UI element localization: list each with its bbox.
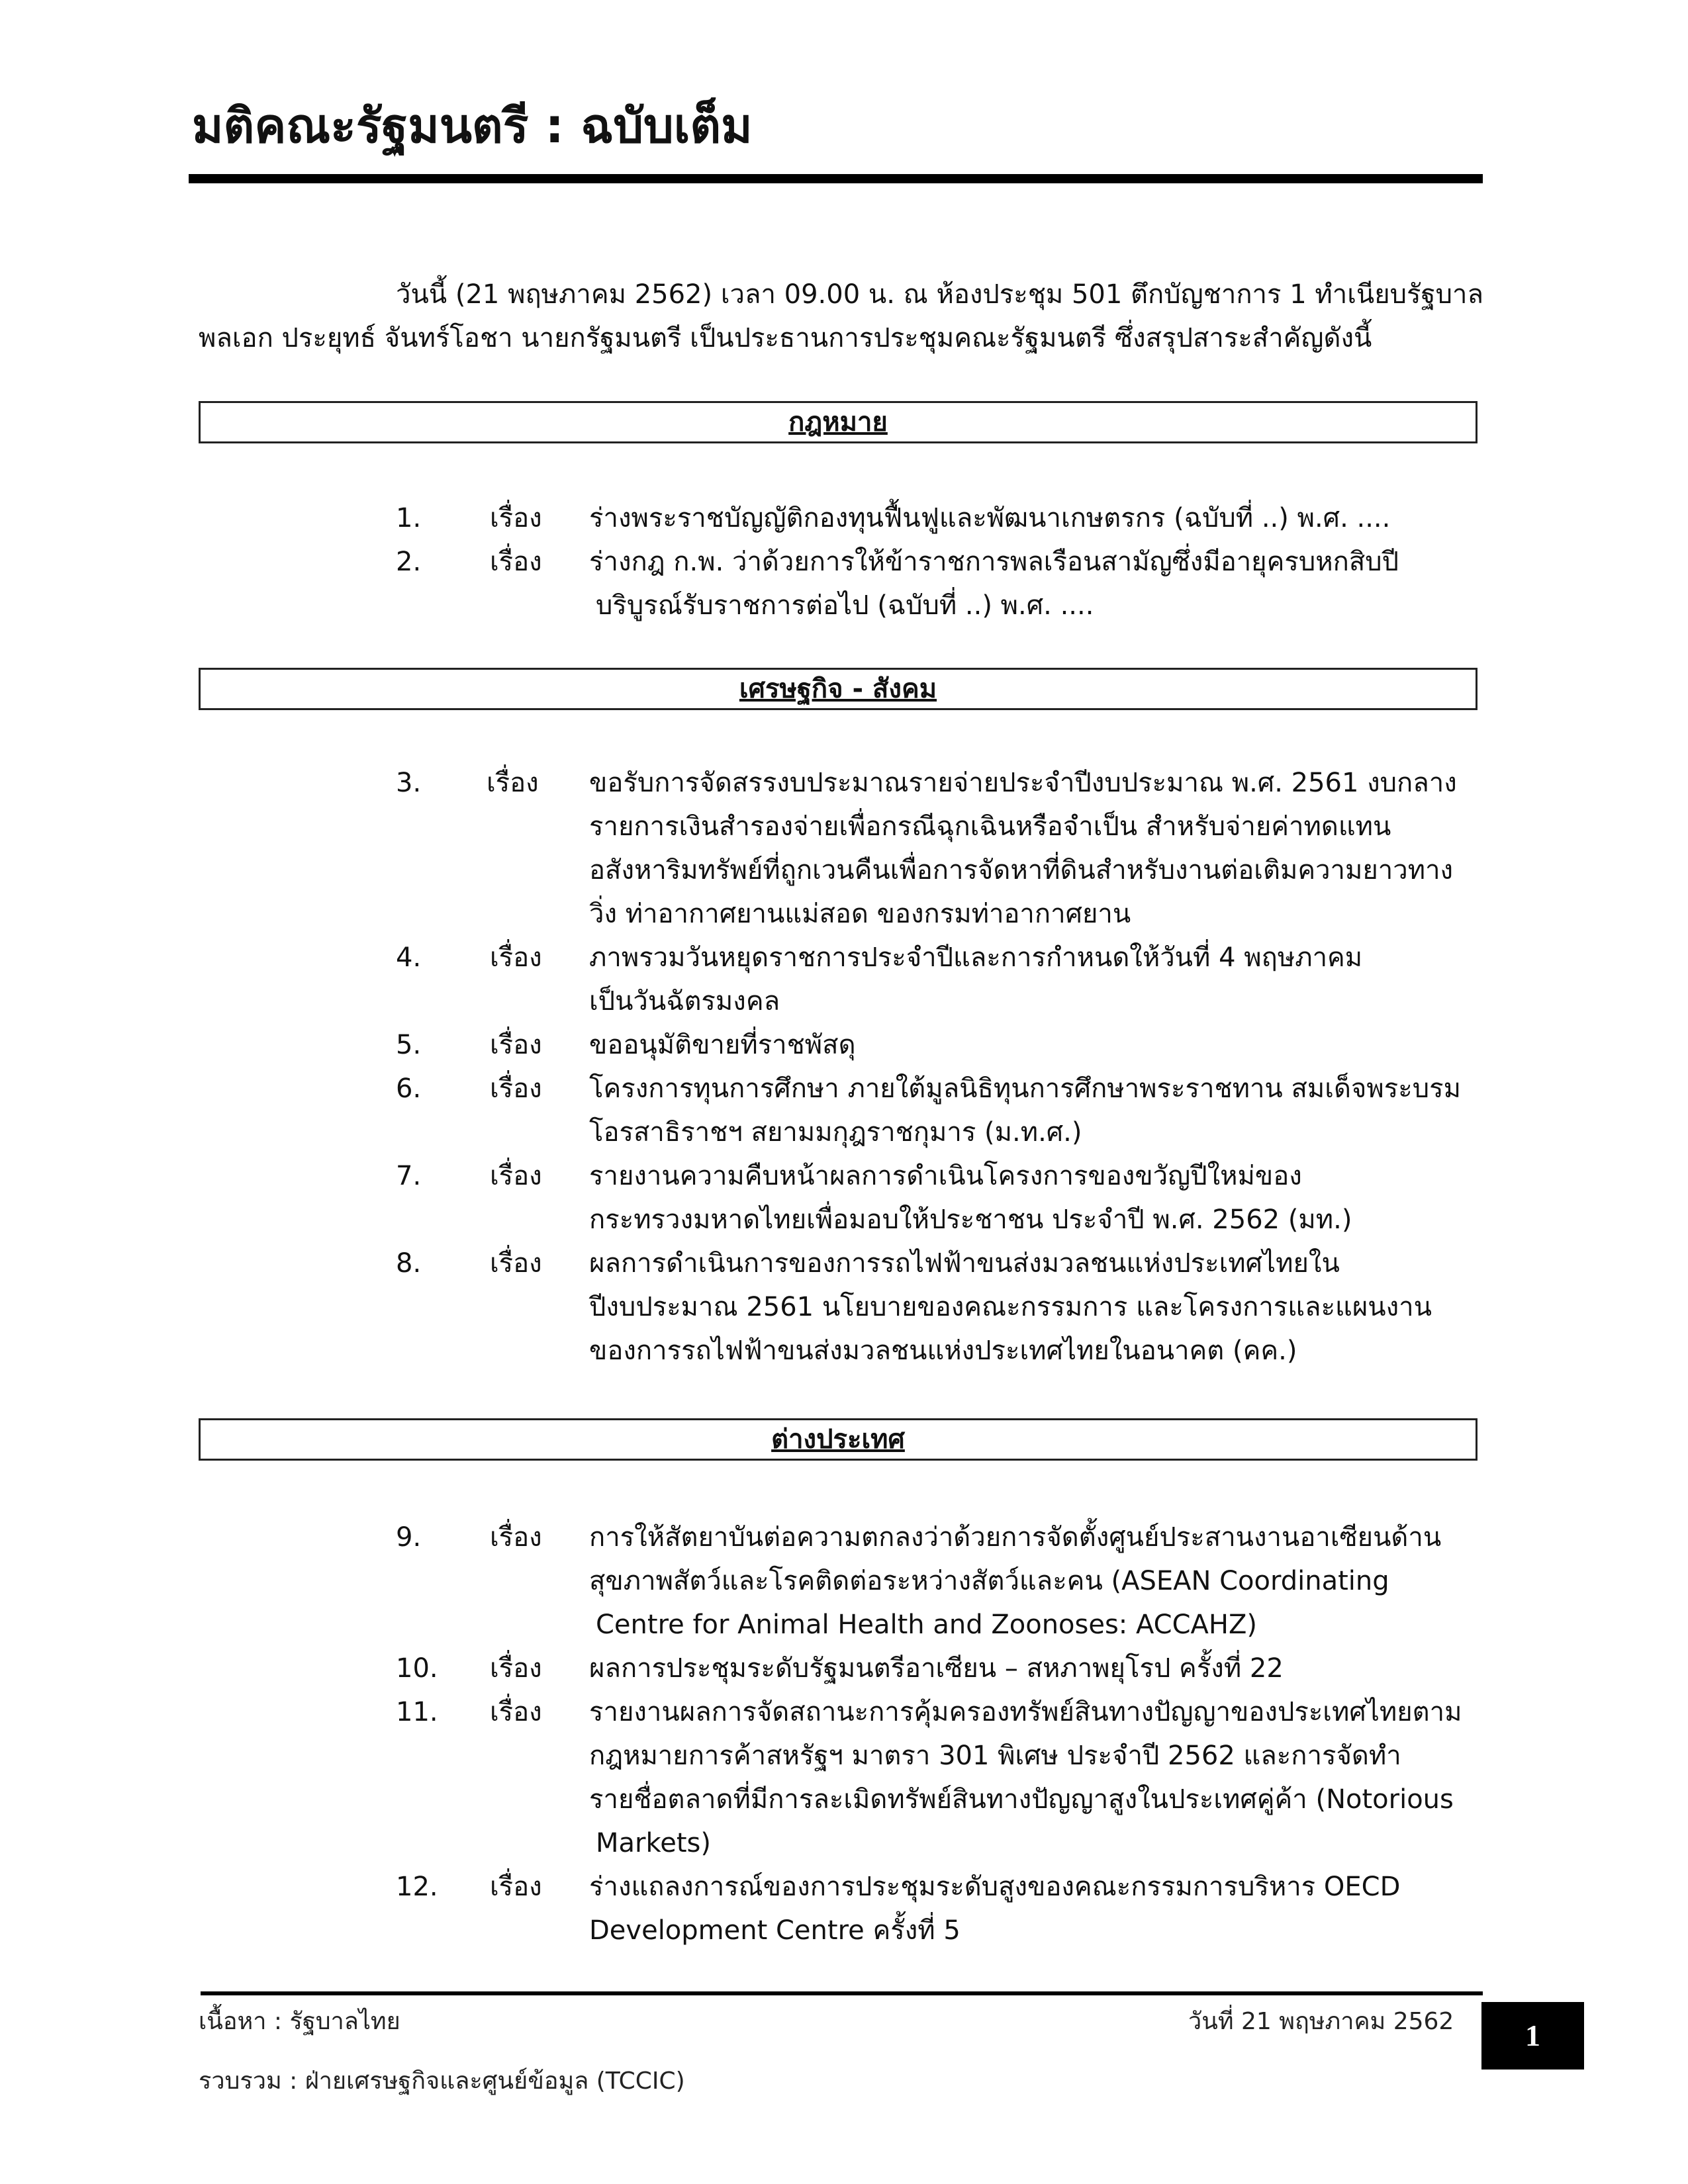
item-label: เรื่อง	[490, 1030, 542, 1060]
item-line: รายการเงินสำรองจ่ายเพื่อกรณีฉุกเฉินหรือจำเป็น สำหรับจ่ายค่าทดแทน	[589, 811, 1391, 842]
item-line: อสังหาริมทรัพย์ที่ถูกเวนคืนเพื่อการจัดหาที่ดินสำหรับงานต่อเติมความยาวทาง	[589, 855, 1454, 886]
item-text	[589, 1516, 1483, 1647]
item-line: เป็นวันฉัตรมงคล	[589, 986, 780, 1017]
section-items-economy-society	[0, 761, 1688, 1373]
item-line: กฎหมายการค้าสหรัฐฯ มาตรา 301 พิเศษ ประจำปี 2562 และการจัดทำ	[589, 1741, 1401, 1771]
item-text	[589, 540, 1483, 627]
item-text	[589, 936, 1483, 1023]
agenda-item	[0, 1516, 1688, 1647]
item-label: เรื่อง	[490, 1161, 542, 1191]
section-items-foreign	[0, 1516, 1688, 1952]
agenda-item	[0, 540, 1688, 627]
item-label: เรื่อง	[490, 942, 542, 973]
item-number: 1.	[396, 503, 422, 533]
item-label: เรื่อง	[490, 1248, 542, 1279]
section-heading-foreign: ต่างประเทศ	[199, 1418, 1477, 1461]
item-line: ร่างพระราชบัญญัติกองทุนฟื้นฟูและพัฒนาเกษตรกร (ฉบับที่ ..) พ.ศ. ....	[589, 503, 1391, 533]
item-line: ผลการประชุมระดับรัฐมนตรีอาเซียน – สหภาพยุโรป ครั้งที่ 22	[589, 1653, 1284, 1684]
footer-content-source: เนื้อหา : รัฐบาลไทย	[199, 2008, 400, 2035]
footer-date: วันที่ 21 พฤษภาคม 2562	[1188, 2008, 1454, 2035]
item-line: สุขภาพสัตว์และโรคติดต่อระหว่างสัตว์และคน (ASEAN Coordinating	[589, 1566, 1389, 1596]
item-label: เรื่อง	[490, 503, 542, 533]
agenda-item	[0, 936, 1688, 1023]
item-line: วิ่ง ท่าอากาศยานแม่สอด ของกรมท่าอากาศยาน	[589, 899, 1131, 929]
agenda-item	[0, 1690, 1688, 1865]
item-label: เรื่อง	[490, 1073, 542, 1104]
item-number: 6.	[396, 1073, 422, 1104]
footer-divider	[201, 1991, 1483, 1995]
section-heading-law: กฎหมาย	[199, 401, 1477, 443]
item-line: โครงการทุนการศึกษา ภายใต้มูลนิธิทุนการศึกษาพระราชทาน สมเด็จพระบรม	[589, 1073, 1461, 1104]
item-line: ขอรับการจัดสรรงบประมาณรายจ่ายประจำปีงบประมาณ พ.ศ. 2561 งบกลาง	[589, 768, 1457, 798]
item-line: ผลการดำเนินการของการรถไฟฟ้าขนส่งมวลชนแห่งประเทศไทยใน	[589, 1248, 1340, 1279]
agenda-item	[0, 1023, 1688, 1067]
item-label: เรื่อง	[490, 1872, 542, 1902]
item-line: การให้สัตยาบันต่อความตกลงว่าด้วยการจัดตั้งศูนย์ประสานงานอาเซียนด้าน	[589, 1522, 1442, 1553]
item-line: ร่างกฎ ก.พ. ว่าด้วยการให้ข้าราชการพลเรือนสามัญซึ่งมีอายุครบหกสิบปี	[589, 547, 1399, 577]
item-line: รายงานผลการจัดสถานะการคุ้มครองทรัพย์สินทางปัญญาของประเทศไทยตาม	[589, 1697, 1462, 1727]
item-line: โอรสาธิราชฯ สยามมกุฎราชกุมาร (ม.ท.ศ.)	[589, 1117, 1082, 1148]
item-line: กระทรวงมหาดไทยเพื่อมอบให้ประชาชน ประจำปี พ.ศ. 2562 (มท.)	[589, 1205, 1352, 1235]
item-line: ของการรถไฟฟ้าขนส่งมวลชนแห่งประเทศไทยในอนาคต (คค.)	[589, 1336, 1297, 1366]
agenda-item	[0, 1865, 1688, 1952]
item-text	[589, 1865, 1483, 1952]
item-label: เรื่อง	[487, 768, 539, 798]
intro-line: พลเอก ประยุทธ์ จันทร์โอชา นายกรัฐมนตรี เป็นประธานการประชุมคณะรัฐมนตรี ซึ่งสรุปสาระสำคัญดังนี้	[199, 323, 1372, 353]
item-line: รายชื่อตลาดที่มีการละเมิดทรัพย์สินทางปัญญาสูงในประเทศคู่ค้า (Notorious	[589, 1784, 1454, 1815]
item-number: 9.	[396, 1522, 422, 1553]
item-line: Development Centre ครั้งที่ 5	[589, 1915, 961, 1946]
agenda-item	[0, 1067, 1688, 1154]
agenda-item	[0, 1242, 1688, 1373]
item-line: ร่างแถลงการณ์ของการประชุมระดับสูงของคณะกรรมการบริหาร OECD	[589, 1872, 1401, 1902]
intro-line: วันนี้ (21 พฤษภาคม 2562) เวลา 09.00 น. ณ ห้องประชุม 501 ตึกบัญชาการ 1 ทำเนียบรัฐบาล	[396, 279, 1483, 310]
item-number: 7.	[396, 1161, 422, 1191]
item-label: เรื่อง	[490, 547, 542, 577]
item-line: Markets)	[596, 1828, 711, 1858]
section-heading-economy-society: เศรษฐกิจ - สังคม	[199, 668, 1477, 710]
title-divider	[189, 174, 1483, 183]
item-line: ภาพรวมวันหยุดราชการประจำปีและการกำหนดให้วันที่ 4 พฤษภาคม	[589, 942, 1363, 973]
item-text	[589, 1067, 1483, 1154]
item-label: เรื่อง	[490, 1522, 542, 1553]
item-number: 11.	[396, 1697, 438, 1727]
item-number: 4.	[396, 942, 422, 973]
item-text	[589, 1023, 1483, 1067]
item-text	[589, 496, 1483, 540]
footer-compiled-by: รวบรวม : ฝ่ายเศรษฐกิจและศูนย์ข้อมูล (TCCIC)	[199, 2068, 685, 2095]
item-number: 3.	[396, 768, 422, 798]
item-number: 5.	[396, 1030, 422, 1060]
item-number: 12.	[396, 1872, 438, 1902]
item-label: เรื่อง	[490, 1653, 542, 1684]
item-line: รายงานความคืบหน้าผลการดำเนินโครงการของขวัญปีใหม่ของ	[589, 1161, 1302, 1191]
item-text	[589, 1242, 1483, 1373]
item-text	[589, 1647, 1483, 1690]
agenda-item	[0, 1154, 1688, 1242]
item-line: ปีงบประมาณ 2561 นโยบายของคณะกรรมการ และโครงการและแผนงาน	[589, 1292, 1432, 1322]
page-number-badge: 1	[1481, 2002, 1584, 2070]
agenda-item	[0, 761, 1688, 936]
item-number: 8.	[396, 1248, 422, 1279]
item-number: 10.	[396, 1653, 438, 1684]
item-text	[589, 1154, 1483, 1242]
item-label: เรื่อง	[490, 1697, 542, 1727]
agenda-item	[0, 496, 1688, 540]
item-text	[589, 1690, 1483, 1865]
item-text	[589, 761, 1483, 936]
document-title: มติคณะรัฐมนตรี : ฉบับเต็ม	[192, 98, 753, 154]
item-number: 2.	[396, 547, 422, 577]
item-line: ขออนุมัติขายที่ราชพัสดุ	[589, 1030, 856, 1060]
agenda-item	[0, 1647, 1688, 1690]
item-line: Centre for Animal Health and Zoonoses: ACCAHZ)	[596, 1610, 1257, 1640]
intro-paragraph	[199, 273, 1496, 360]
item-line: บริบูรณ์รับราชการต่อไป (ฉบับที่ ..) พ.ศ. ....	[596, 590, 1094, 621]
section-items-law	[0, 496, 1688, 627]
